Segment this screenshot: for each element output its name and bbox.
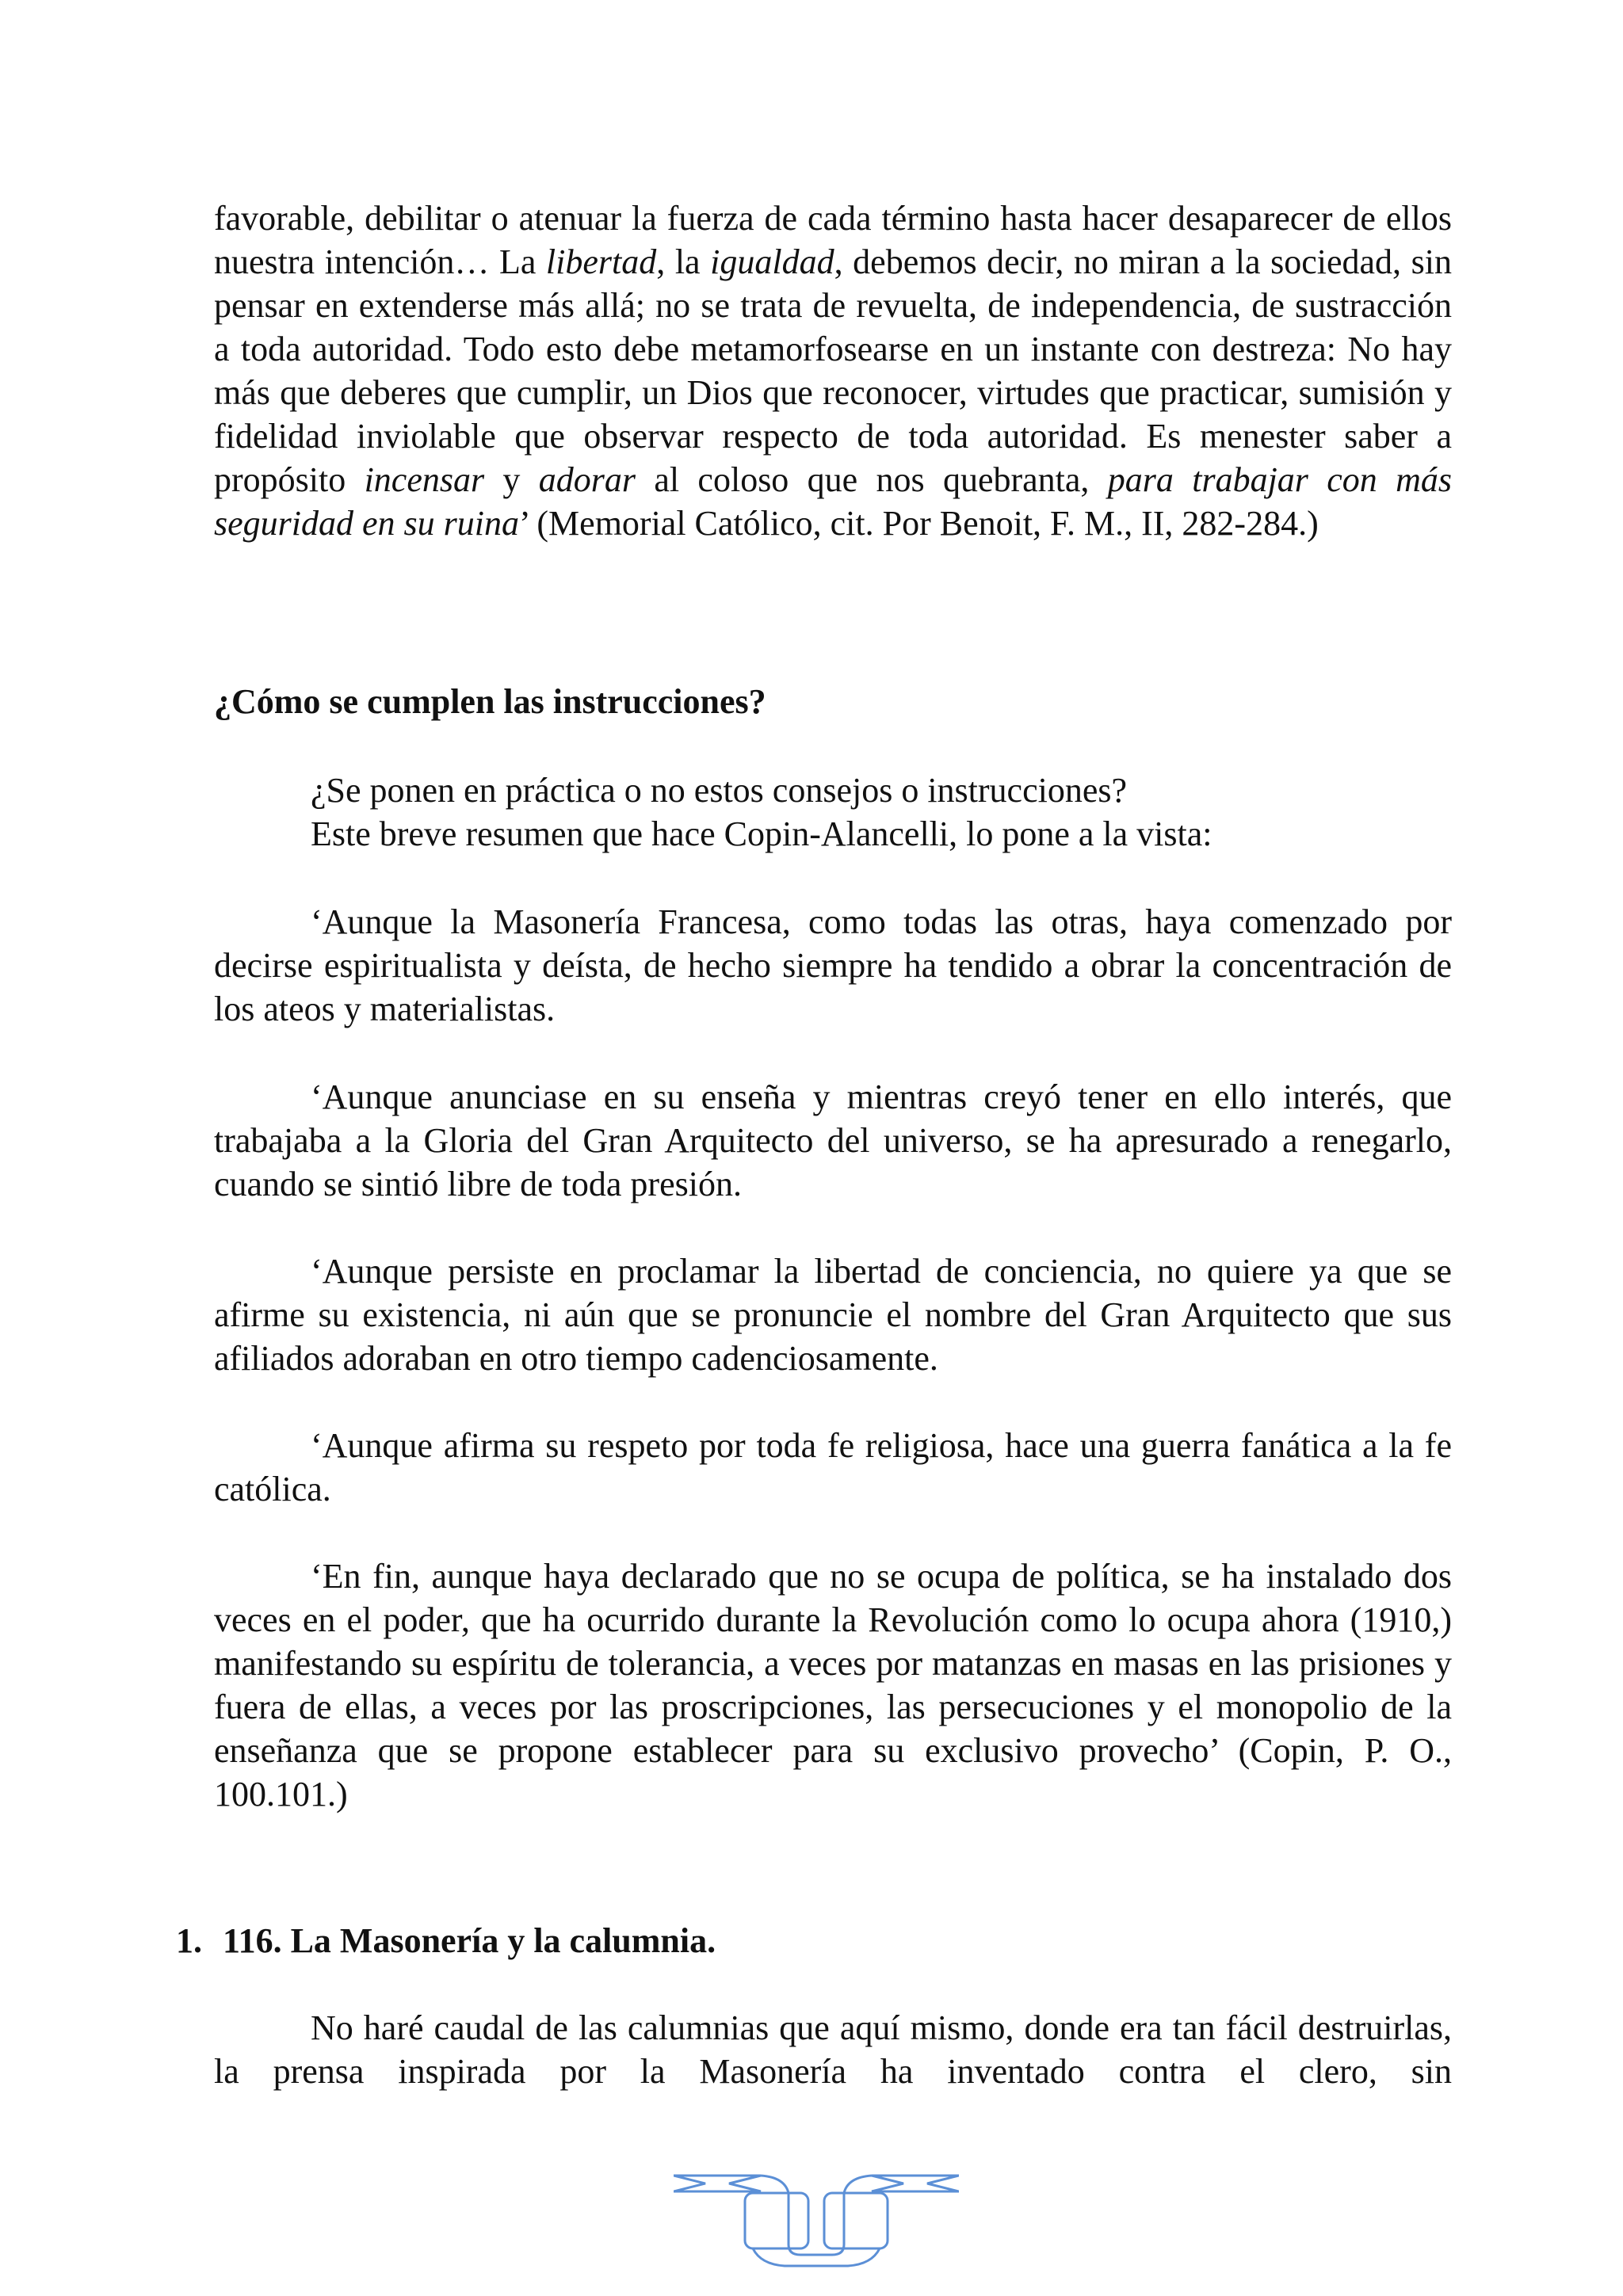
italic-run: libertad xyxy=(545,242,657,281)
section-heading: ¿Cómo se cumplen las instrucciones? xyxy=(214,682,766,721)
quote-paragraph xyxy=(214,1424,1452,1511)
quote-text: ‘Aunque afirma su respeto por toda fe religiosa, hace una guerra fanática a la fe católica. xyxy=(214,1426,1452,1508)
numbered-heading xyxy=(176,1919,716,1962)
heading-number: 1. xyxy=(176,1921,202,1960)
closing-paragraph xyxy=(214,2006,1452,2093)
text-run: favorable, debilitar o atenuar la fuerza de cada término hasta hacer desaparecer de ellos nuestra intención… La xyxy=(214,199,1452,281)
text-run: al coloso que nos quebranta, xyxy=(636,460,1108,499)
question-line: ¿Se ponen en práctica o no estos consejos o instrucciones? xyxy=(311,771,1128,810)
quote-paragraph xyxy=(214,1554,1452,1816)
text-run: , la xyxy=(656,242,711,281)
italic-run: para trabajar con más seguridad en su ruina xyxy=(214,460,1453,543)
paragraph-continuation xyxy=(214,196,1452,545)
italic-run: igualdad xyxy=(710,242,834,281)
quote-paragraph xyxy=(214,900,1452,1031)
paragraph-text: No haré caudal de las calumnias que aquí mismo, donde era tan fácil destruirlas, la prensa inspirada por la Masonería ha inventado contra el clero, sin xyxy=(214,2008,1452,2091)
heading-title: 116. La Masonería y la calumnia. xyxy=(223,1921,716,1960)
italic-run: incensar xyxy=(364,460,485,499)
italic-run: adorar xyxy=(538,460,636,499)
paragraph-text xyxy=(214,196,1452,545)
text-run: ’ (Memorial Católico, cit. Por Benoit, F. M., II, 282-284.) xyxy=(519,504,1319,543)
quote-paragraph xyxy=(214,1249,1452,1380)
page-ornament-icon xyxy=(674,2161,959,2288)
text-run: , debemos decir, no miran a la sociedad, sin pensar en extenderse más allá; no se trata de revuelta, de independencia, de sustracción a toda autoridad. Todo esto debe metamorfosearse en un instante con destreza: No hay más que deberes que cumplir, un Dios que reconocer, virtudes que practicar, sumisión y fidelidad inviolable que observar respecto de toda autoridad. Es menester saber a propósito xyxy=(214,242,1452,499)
quote-text: ‘Aunque persiste en proclamar la libertad de conciencia, no quiere ya que se afirme su existencia, ni aún que se pronuncie el nombre del Gran Arquitecto que sus afiliados adoraban en otro tiempo cadenciosamente. xyxy=(214,1252,1452,1378)
quote-text: ‘Aunque la Masonería Francesa, como todas las otras, haya comenzado por decirse espiritualista y deísta, de hecho siempre ha tendido a obrar la concentración de los ateos y materialistas. xyxy=(214,902,1452,1028)
quote-text: ‘En fin, aunque haya declarado que no se ocupa de política, se ha instalado dos veces en el poder, que ha ocurrido durante la Revolución como lo ocupa ahora (1910,) manifestando su espíritu de tolerancia, a veces por matanzas en masas en las prisiones y fuera de ellas, a veces por las proscripciones, las persecuciones y el monopolio de la enseñanza que se propone establecer para su exclusivo provecho’ (Copin, P. O., 100.101.) xyxy=(214,1557,1452,1814)
text-run: y xyxy=(484,460,539,499)
quote-paragraph xyxy=(214,1075,1452,1206)
quote-text: ‘Aunque anunciase en su enseña y mientras creyó tener en ello interés, que trabajaba a la Gloria del Gran Arquitecto del universo, se ha apresurado a renegarlo, cuando se sintió libre de toda presión. xyxy=(214,1077,1452,1203)
intro-line: Este breve resumen que hace Copin-Alancelli, lo pone a la vista: xyxy=(311,814,1212,853)
